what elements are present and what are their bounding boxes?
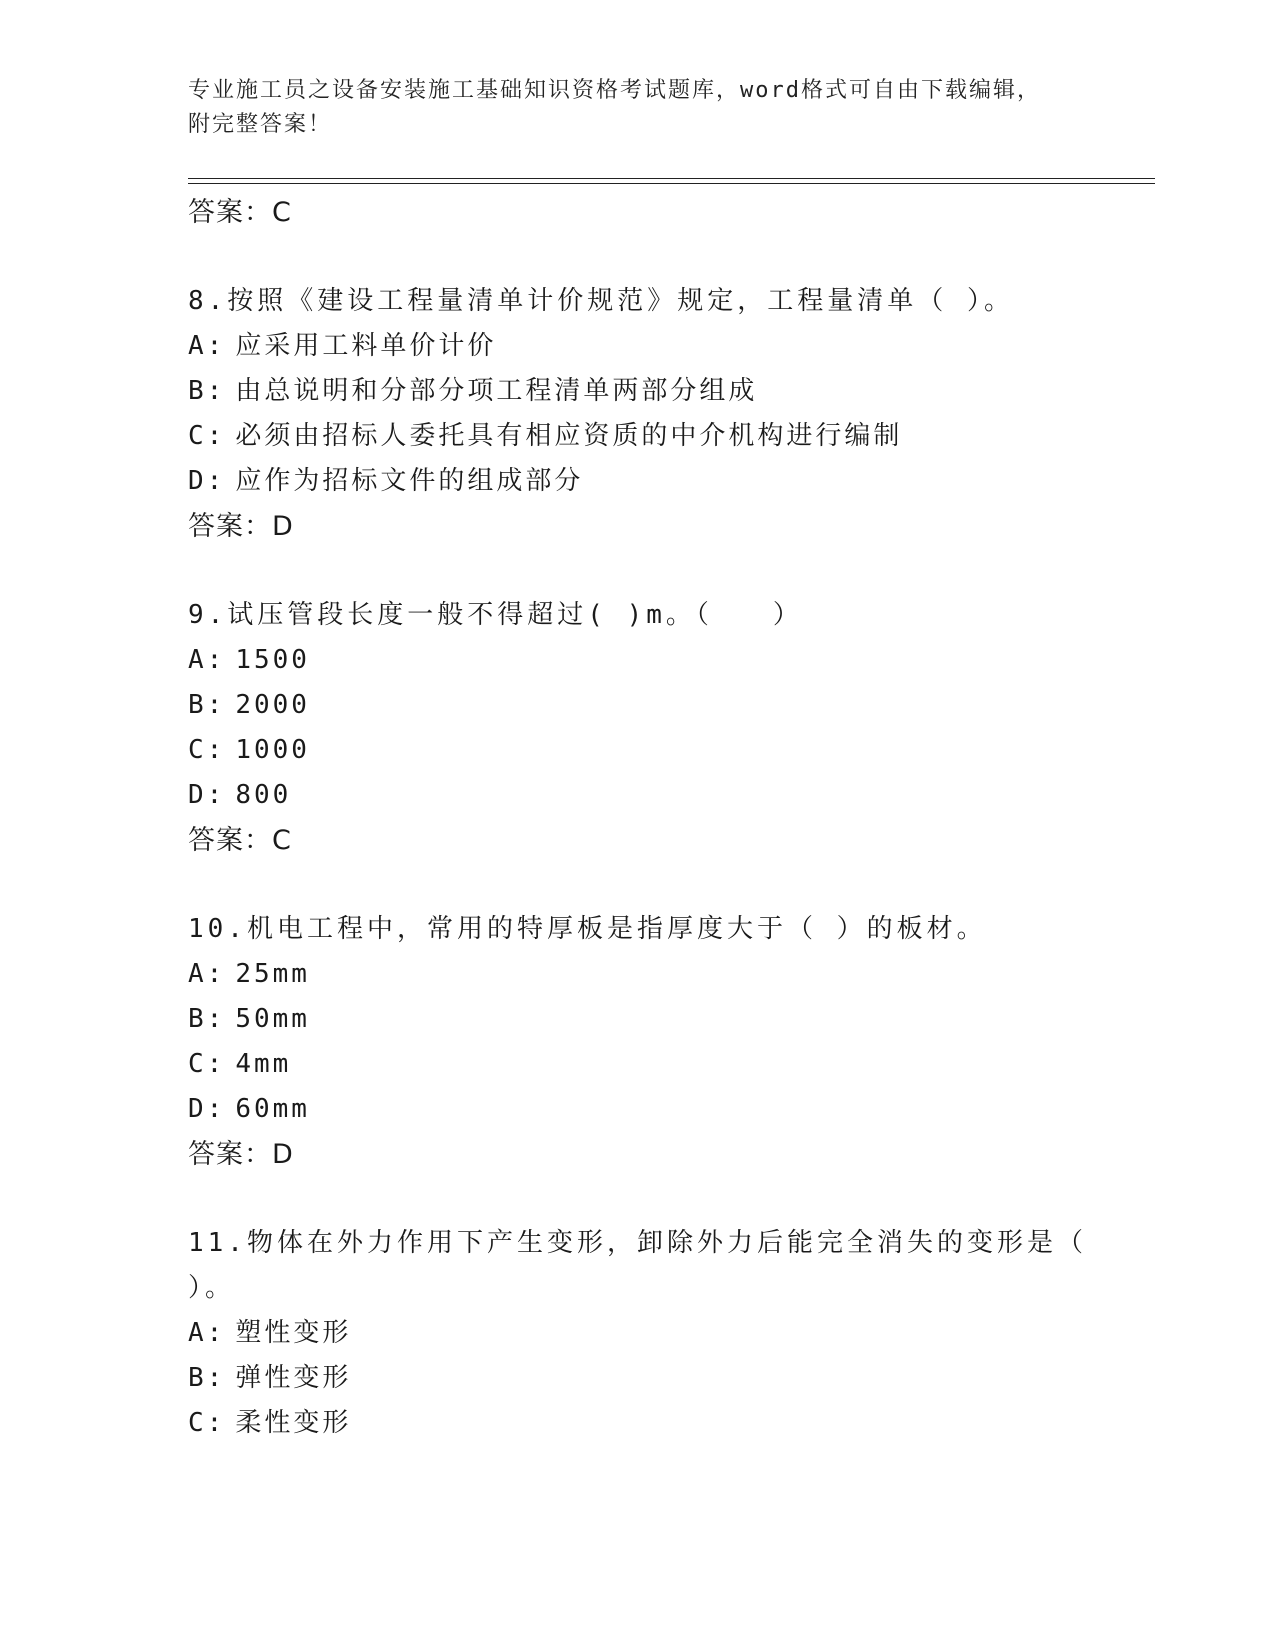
option-letter: A:	[188, 959, 226, 989]
question-block	[188, 907, 1088, 1178]
option-text: 由总说明和分部分项工程清单两部分组成	[235, 376, 758, 406]
option-letter: C:	[188, 1049, 226, 1079]
option-c	[188, 728, 1088, 773]
option-text: 应作为招标文件的组成部分	[235, 466, 584, 496]
question-block	[188, 279, 1088, 550]
option-letter: A:	[188, 331, 226, 361]
option-b	[188, 1356, 1088, 1401]
header-line-2: 附完整答案！	[188, 112, 333, 137]
answer-line: 答案：C	[188, 197, 292, 228]
option-d	[188, 773, 1088, 818]
option-letter: B:	[188, 690, 226, 720]
option-d	[188, 459, 1088, 504]
option-text: 800	[235, 780, 292, 810]
document-header	[188, 74, 1088, 142]
header-line-1: 专业施工员之设备安装施工基础知识资格考试题库，word格式可自由下载编辑，	[188, 78, 1041, 103]
option-text: 60mm	[235, 1094, 310, 1124]
option-letter: C:	[188, 421, 226, 451]
question-stem	[188, 1221, 1088, 1311]
option-text: 弹性变形	[235, 1363, 352, 1393]
option-c	[188, 1401, 1088, 1446]
option-c	[188, 414, 1088, 459]
option-text: 50mm	[235, 1004, 310, 1034]
option-a	[188, 952, 1088, 997]
option-letter: D:	[188, 780, 226, 810]
option-text: 4mm	[235, 1049, 292, 1079]
option-b	[188, 997, 1088, 1042]
option-text: 必须由招标人委托具有相应资质的中介机构进行编制	[235, 421, 903, 451]
option-text: 1500	[235, 645, 310, 675]
option-text: 1000	[235, 735, 310, 765]
question-stem-line-2: ）。	[188, 1273, 236, 1303]
header-divider-top	[188, 178, 1155, 179]
option-text: 柔性变形	[235, 1408, 352, 1438]
question-stem: 8.按照《建设工程量清单计价规范》规定，工程量清单（ ）。	[188, 286, 1014, 316]
option-letter: A:	[188, 1318, 226, 1348]
option-letter: D:	[188, 1094, 226, 1124]
option-text: 应采用工料单价计价	[235, 331, 497, 361]
option-a	[188, 324, 1088, 369]
option-a	[188, 1311, 1088, 1356]
option-a	[188, 638, 1088, 683]
question-block	[188, 1221, 1088, 1446]
option-b	[188, 683, 1088, 728]
answer-line: 答案：C	[188, 825, 292, 856]
question-list	[188, 190, 1088, 1446]
option-text: 2000	[235, 690, 310, 720]
option-text: 塑性变形	[235, 1318, 352, 1348]
question-stem: 10.机电工程中，常用的特厚板是指厚度大于（ ）的板材。	[188, 914, 987, 944]
option-b	[188, 369, 1088, 414]
question-stem-line-1: 11.物体在外力作用下产生变形，卸除外力后能完全消失的变形是（	[188, 1228, 1087, 1258]
answer-line: 答案：D	[188, 1139, 294, 1170]
option-letter: C:	[188, 1408, 226, 1438]
answer-line: 答案：D	[188, 511, 294, 542]
header-divider-bottom	[188, 183, 1155, 184]
option-text: 25mm	[235, 959, 310, 989]
option-letter: D:	[188, 466, 226, 496]
question-stem: 9.试压管段长度一般不得超过( )m。（ ）	[188, 600, 803, 630]
question-block	[188, 593, 1088, 864]
option-letter: B:	[188, 376, 226, 406]
option-letter: A:	[188, 645, 226, 675]
option-c	[188, 1042, 1088, 1087]
option-letter: B:	[188, 1004, 226, 1034]
option-d	[188, 1087, 1088, 1132]
option-letter: C:	[188, 735, 226, 765]
option-letter: B:	[188, 1363, 226, 1393]
